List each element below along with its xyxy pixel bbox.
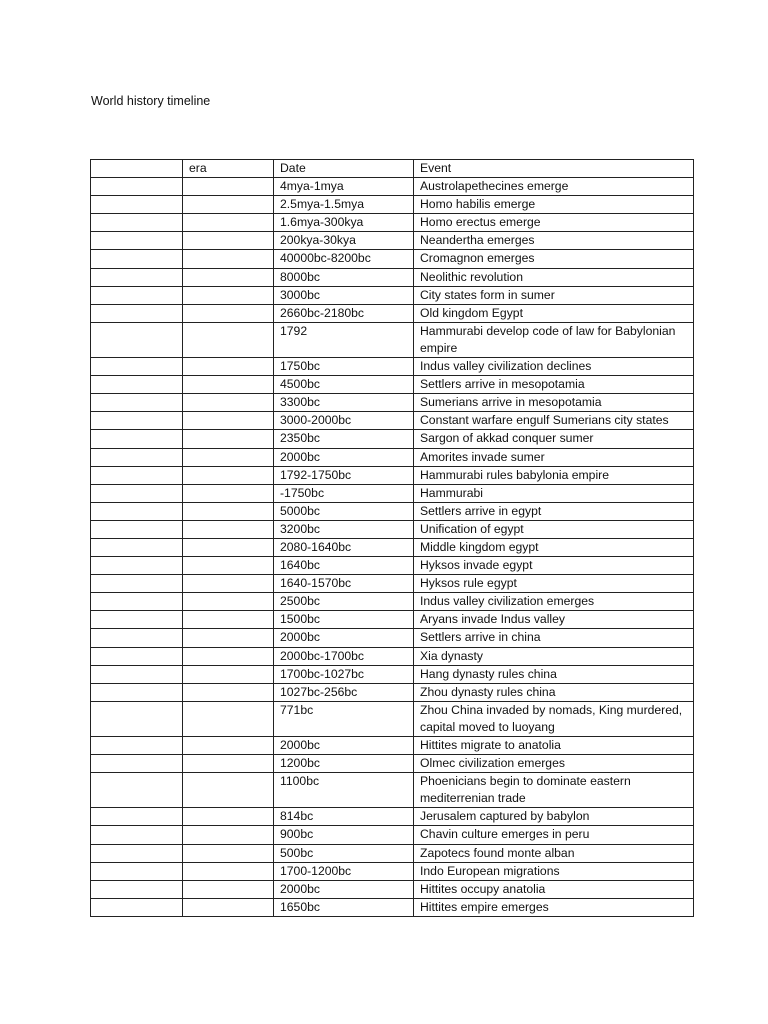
event-cell: Settlers arrive in china bbox=[414, 629, 694, 647]
era-cell bbox=[183, 665, 274, 683]
row-blank-cell bbox=[91, 557, 183, 575]
event-cell: Xia dynasty bbox=[414, 647, 694, 665]
row-blank-cell bbox=[91, 358, 183, 376]
event-cell: Sargon of akkad conquer sumer bbox=[414, 430, 694, 448]
table-row bbox=[91, 484, 694, 502]
table-row bbox=[91, 322, 694, 357]
date-cell: 2660bc-2180bc bbox=[274, 304, 414, 322]
row-blank-cell bbox=[91, 466, 183, 484]
header-row bbox=[91, 160, 694, 178]
era-cell bbox=[183, 286, 274, 304]
event-cell: Cromagnon emerges bbox=[414, 250, 694, 268]
table-row bbox=[91, 232, 694, 250]
header-cell-era: era bbox=[183, 160, 274, 178]
date-cell: 1792-1750bc bbox=[274, 466, 414, 484]
era-cell bbox=[183, 484, 274, 502]
event-cell: Hammurabi rules babylonia empire bbox=[414, 466, 694, 484]
row-blank-cell bbox=[91, 683, 183, 701]
era-cell bbox=[183, 880, 274, 898]
date-cell: 2000bc bbox=[274, 448, 414, 466]
date-cell: 3000bc bbox=[274, 286, 414, 304]
row-blank-cell bbox=[91, 178, 183, 196]
table-row bbox=[91, 665, 694, 683]
table-row bbox=[91, 557, 694, 575]
table-row bbox=[91, 575, 694, 593]
row-blank-cell bbox=[91, 304, 183, 322]
table-row bbox=[91, 394, 694, 412]
event-cell: City states form in sumer bbox=[414, 286, 694, 304]
table-row bbox=[91, 593, 694, 611]
row-blank-cell bbox=[91, 647, 183, 665]
date-cell: 1792 bbox=[274, 322, 414, 357]
date-cell: 4mya-1mya bbox=[274, 178, 414, 196]
header-cell-date: Date bbox=[274, 160, 414, 178]
era-cell bbox=[183, 808, 274, 826]
event-cell: Zapotecs found monte alban bbox=[414, 844, 694, 862]
era-cell bbox=[183, 629, 274, 647]
era-cell bbox=[183, 250, 274, 268]
era-cell bbox=[183, 358, 274, 376]
date-cell: 1027bc-256bc bbox=[274, 683, 414, 701]
era-cell bbox=[183, 394, 274, 412]
table-row bbox=[91, 773, 694, 808]
event-cell: Neandertha emerges bbox=[414, 232, 694, 250]
table-row bbox=[91, 755, 694, 773]
era-cell bbox=[183, 196, 274, 214]
row-blank-cell bbox=[91, 412, 183, 430]
row-blank-cell bbox=[91, 394, 183, 412]
date-cell: 3200bc bbox=[274, 520, 414, 538]
table-row bbox=[91, 412, 694, 430]
date-cell: 900bc bbox=[274, 826, 414, 844]
event-cell: Hyksos rule egypt bbox=[414, 575, 694, 593]
table-row bbox=[91, 826, 694, 844]
table-row bbox=[91, 286, 694, 304]
row-blank-cell bbox=[91, 773, 183, 808]
event-cell: Sumerians arrive in mesopotamia bbox=[414, 394, 694, 412]
table-body bbox=[91, 178, 694, 917]
row-blank-cell bbox=[91, 232, 183, 250]
era-cell bbox=[183, 376, 274, 394]
row-blank-cell bbox=[91, 268, 183, 286]
table-row bbox=[91, 502, 694, 520]
era-cell bbox=[183, 448, 274, 466]
date-cell: 1640bc bbox=[274, 557, 414, 575]
era-cell bbox=[183, 178, 274, 196]
row-blank-cell bbox=[91, 808, 183, 826]
header-cell-blank bbox=[91, 160, 183, 178]
row-blank-cell bbox=[91, 611, 183, 629]
row-blank-cell bbox=[91, 448, 183, 466]
event-cell: Unification of egypt bbox=[414, 520, 694, 538]
row-blank-cell bbox=[91, 826, 183, 844]
era-cell bbox=[183, 466, 274, 484]
event-cell: Amorites invade sumer bbox=[414, 448, 694, 466]
event-cell: Zhou dynasty rules china bbox=[414, 683, 694, 701]
event-cell: Hittites empire emerges bbox=[414, 898, 694, 916]
table-row bbox=[91, 808, 694, 826]
event-cell: Settlers arrive in egypt bbox=[414, 502, 694, 520]
era-cell bbox=[183, 611, 274, 629]
era-cell bbox=[183, 683, 274, 701]
era-cell bbox=[183, 862, 274, 880]
event-cell: Old kingdom Egypt bbox=[414, 304, 694, 322]
table-row bbox=[91, 250, 694, 268]
row-blank-cell bbox=[91, 322, 183, 357]
date-cell: 1700bc-1027bc bbox=[274, 665, 414, 683]
table-row bbox=[91, 862, 694, 880]
date-cell: 1100bc bbox=[274, 773, 414, 808]
row-blank-cell bbox=[91, 214, 183, 232]
event-cell: Zhou China invaded by nomads, King murdered, capital moved to luoyang bbox=[414, 701, 694, 736]
table-row bbox=[91, 214, 694, 232]
era-cell bbox=[183, 557, 274, 575]
table-row bbox=[91, 629, 694, 647]
row-blank-cell bbox=[91, 376, 183, 394]
table-row bbox=[91, 647, 694, 665]
era-cell bbox=[183, 647, 274, 665]
date-cell: 814bc bbox=[274, 808, 414, 826]
event-cell: Indo European migrations bbox=[414, 862, 694, 880]
table-row bbox=[91, 538, 694, 556]
date-cell: 2500bc bbox=[274, 593, 414, 611]
row-blank-cell bbox=[91, 898, 183, 916]
era-cell bbox=[183, 430, 274, 448]
date-cell: 2080-1640bc bbox=[274, 538, 414, 556]
row-blank-cell bbox=[91, 196, 183, 214]
row-blank-cell bbox=[91, 701, 183, 736]
event-cell: Austrolapethecines emerge bbox=[414, 178, 694, 196]
row-blank-cell bbox=[91, 286, 183, 304]
row-blank-cell bbox=[91, 250, 183, 268]
era-cell bbox=[183, 214, 274, 232]
era-cell bbox=[183, 304, 274, 322]
table-row bbox=[91, 178, 694, 196]
date-cell: 5000bc bbox=[274, 502, 414, 520]
date-cell: 40000bc-8200bc bbox=[274, 250, 414, 268]
row-blank-cell bbox=[91, 484, 183, 502]
event-cell: Hyksos invade egypt bbox=[414, 557, 694, 575]
table-header bbox=[91, 160, 694, 178]
table-row bbox=[91, 358, 694, 376]
table-row bbox=[91, 196, 694, 214]
row-blank-cell bbox=[91, 737, 183, 755]
table-row bbox=[91, 376, 694, 394]
row-blank-cell bbox=[91, 502, 183, 520]
date-cell: 1.6mya-300kya bbox=[274, 214, 414, 232]
row-blank-cell bbox=[91, 755, 183, 773]
table-row bbox=[91, 844, 694, 862]
event-cell: Hang dynasty rules china bbox=[414, 665, 694, 683]
date-cell: 1700-1200bc bbox=[274, 862, 414, 880]
event-cell: Chavin culture emerges in peru bbox=[414, 826, 694, 844]
era-cell bbox=[183, 538, 274, 556]
event-cell: Hittites migrate to anatolia bbox=[414, 737, 694, 755]
era-cell bbox=[183, 232, 274, 250]
table-row bbox=[91, 880, 694, 898]
date-cell: 200kya-30kya bbox=[274, 232, 414, 250]
table-row bbox=[91, 466, 694, 484]
date-cell: 3300bc bbox=[274, 394, 414, 412]
table-row bbox=[91, 304, 694, 322]
row-blank-cell bbox=[91, 880, 183, 898]
date-cell: -1750bc bbox=[274, 484, 414, 502]
event-cell: Aryans invade Indus valley bbox=[414, 611, 694, 629]
era-cell bbox=[183, 737, 274, 755]
event-cell: Indus valley civilization emerges bbox=[414, 593, 694, 611]
page-title: World history timeline bbox=[91, 94, 211, 108]
era-cell bbox=[183, 412, 274, 430]
era-cell bbox=[183, 520, 274, 538]
table-row bbox=[91, 737, 694, 755]
date-cell: 1200bc bbox=[274, 755, 414, 773]
date-cell: 2.5mya-1.5mya bbox=[274, 196, 414, 214]
date-cell: 2000bc-1700bc bbox=[274, 647, 414, 665]
era-cell bbox=[183, 502, 274, 520]
row-blank-cell bbox=[91, 575, 183, 593]
table-row bbox=[91, 611, 694, 629]
date-cell: 1640-1570bc bbox=[274, 575, 414, 593]
row-blank-cell bbox=[91, 593, 183, 611]
event-cell: Hammurabi develop code of law for Babylonian empire bbox=[414, 322, 694, 357]
date-cell: 771bc bbox=[274, 701, 414, 736]
event-cell: Hammurabi bbox=[414, 484, 694, 502]
date-cell: 2000bc bbox=[274, 737, 414, 755]
era-cell bbox=[183, 322, 274, 357]
table-row bbox=[91, 701, 694, 736]
date-cell: 1650bc bbox=[274, 898, 414, 916]
row-blank-cell bbox=[91, 430, 183, 448]
era-cell bbox=[183, 844, 274, 862]
date-cell: 8000bc bbox=[274, 268, 414, 286]
row-blank-cell bbox=[91, 862, 183, 880]
table-row bbox=[91, 898, 694, 916]
event-cell: Homo erectus emerge bbox=[414, 214, 694, 232]
row-blank-cell bbox=[91, 844, 183, 862]
table-row bbox=[91, 268, 694, 286]
event-cell: Constant warfare engulf Sumerians city states bbox=[414, 412, 694, 430]
row-blank-cell bbox=[91, 629, 183, 647]
date-cell: 2000bc bbox=[274, 880, 414, 898]
row-blank-cell bbox=[91, 665, 183, 683]
event-cell: Phoenicians begin to dominate eastern mediterrenian trade bbox=[414, 773, 694, 808]
event-cell: Neolithic revolution bbox=[414, 268, 694, 286]
table-row bbox=[91, 430, 694, 448]
date-cell: 4500bc bbox=[274, 376, 414, 394]
date-cell: 1750bc bbox=[274, 358, 414, 376]
event-cell: Olmec civilization emerges bbox=[414, 755, 694, 773]
era-cell bbox=[183, 898, 274, 916]
table-row bbox=[91, 520, 694, 538]
event-cell: Middle kingdom egypt bbox=[414, 538, 694, 556]
date-cell: 3000-2000bc bbox=[274, 412, 414, 430]
timeline-table bbox=[90, 159, 694, 917]
era-cell bbox=[183, 268, 274, 286]
date-cell: 2000bc bbox=[274, 629, 414, 647]
header-cell-event: Event bbox=[414, 160, 694, 178]
event-cell: Homo habilis emerge bbox=[414, 196, 694, 214]
era-cell bbox=[183, 826, 274, 844]
era-cell bbox=[183, 701, 274, 736]
date-cell: 2350bc bbox=[274, 430, 414, 448]
date-cell: 500bc bbox=[274, 844, 414, 862]
era-cell bbox=[183, 755, 274, 773]
row-blank-cell bbox=[91, 538, 183, 556]
row-blank-cell bbox=[91, 520, 183, 538]
event-cell: Settlers arrive in mesopotamia bbox=[414, 376, 694, 394]
event-cell: Indus valley civilization declines bbox=[414, 358, 694, 376]
era-cell bbox=[183, 575, 274, 593]
era-cell bbox=[183, 773, 274, 808]
event-cell: Hittites occupy anatolia bbox=[414, 880, 694, 898]
table-row bbox=[91, 448, 694, 466]
event-cell: Jerusalem captured by babylon bbox=[414, 808, 694, 826]
date-cell: 1500bc bbox=[274, 611, 414, 629]
table-row bbox=[91, 683, 694, 701]
era-cell bbox=[183, 593, 274, 611]
